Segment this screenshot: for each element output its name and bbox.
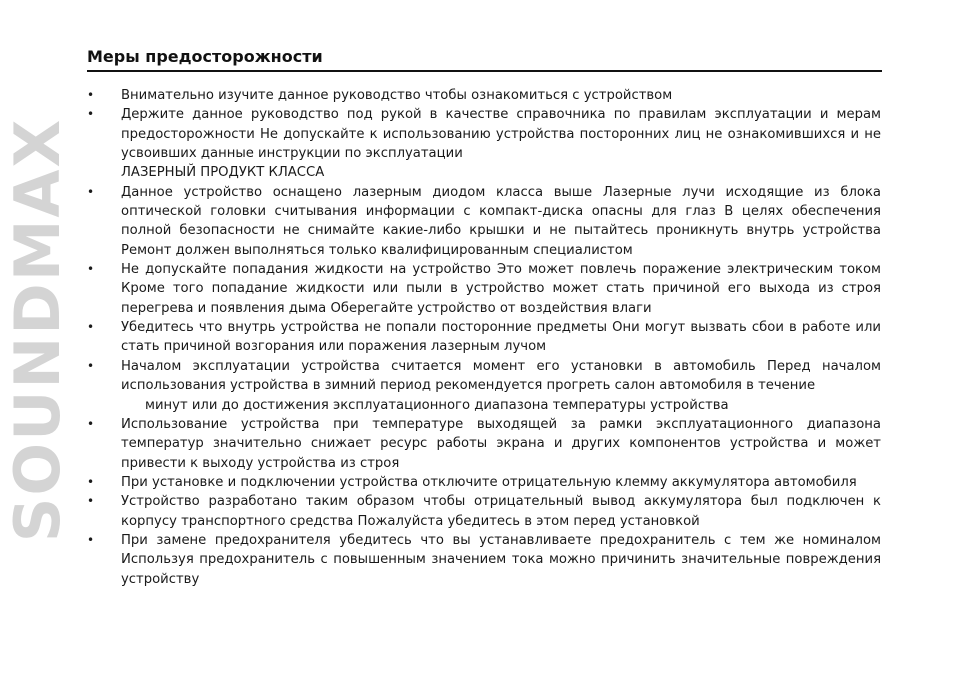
item-text: Внимательно изучите данное руководство чтобы ознакомиться с устройством <box>121 88 673 103</box>
bullet-icon: • <box>87 532 95 547</box>
bullet-icon: • <box>87 358 95 373</box>
list-item <box>87 86 881 105</box>
item-text: При установке и подключении устройства отключите отрицательную клемму аккумулятора автомобиля <box>121 474 857 490</box>
item-continuation: минут или до достижения эксплуатационного диапазона температуры устройства <box>145 397 729 413</box>
list-item <box>87 183 881 260</box>
list-item <box>87 492 881 531</box>
item-text: Не допускайте попадания жидкости на устройство Это может повлечь поражение электрическим током Кроме того попадание жидкости или пыли в устройство может стать причиной его выхода из строя перегрева и появления дыма Оберегайте устройство от воздействия влаги <box>121 262 881 316</box>
bullet-icon: • <box>87 262 95 277</box>
brand-watermark: SOUNDMAX <box>1 117 74 543</box>
item-text: Убедитесь что внутрь устройства не попали посторонние предметы Они могут вызвать сбои в работе или стать причиной возгорания или поражения лазерным лучом <box>121 320 881 355</box>
bullet-icon: • <box>87 474 95 489</box>
bullet-icon: • <box>87 416 95 431</box>
laser-class-note: ЛАЗЕРНЫЙ ПРОДУКТ КЛАССА <box>121 165 325 181</box>
list-item <box>87 105 881 182</box>
list-item <box>87 318 881 357</box>
list-item <box>87 415 881 473</box>
item-text: Началом эксплуатации устройства считается момент его установки в автомобиль Перед началом использования устройства в зимний период рекомендуется прогреть салон автомобиля в течение <box>121 358 881 394</box>
bullet-icon: • <box>87 88 95 102</box>
bullet-icon: • <box>87 320 95 335</box>
list-item <box>87 473 881 492</box>
item-text: Устройство разработано таким образом чтобы отрицательный вывод аккумулятора был подключен к корпусу транспортного средства Пожалуйста убедитесь в этом перед установкой <box>121 494 881 529</box>
bullet-icon: • <box>87 184 95 199</box>
bullet-icon: • <box>87 107 95 122</box>
list-item <box>87 357 881 415</box>
page-title: Меры предосторожности <box>87 47 323 66</box>
item-text: Использование устройства при температуре выходящей за рамки эксплуатационного диапазона температур значительно снижает ресурс работы экрана и других компонентов устройства и может привести к выходу устройства из строя <box>121 416 881 471</box>
list-item <box>87 260 881 318</box>
title-underline <box>87 70 882 72</box>
item-text: Держите данное руководство под рукой в качестве справочника по правилам эксплуатации и мерам предосторожности Не допускайте к использованию устройства посторонних лиц не ознакомившихся и не усвоивших данные инструкции по эксплуатации <box>121 107 881 162</box>
bullet-icon: • <box>87 494 95 509</box>
item-text: При замене предохранителя убедитесь что вы устанавливаете предохранитель с тем же номиналом Используя предохранитель с повышенным значением тока можно причинить значительные повреждения устройству <box>121 532 881 587</box>
precautions-list <box>87 86 881 589</box>
item-text: Данное устройство оснащено лазерным диодом класса выше Лазерные лучи исходящие из блока оптической головки считывания информации с компакт-диска опасны для глаз В целях обеспечения полной безопасности не снимайте какие-либо крышки и не пытайтесь проникнуть внутрь устройства Ремонт должен выполняться только квалифицированным специалистом <box>121 184 881 258</box>
list-item <box>87 531 881 589</box>
